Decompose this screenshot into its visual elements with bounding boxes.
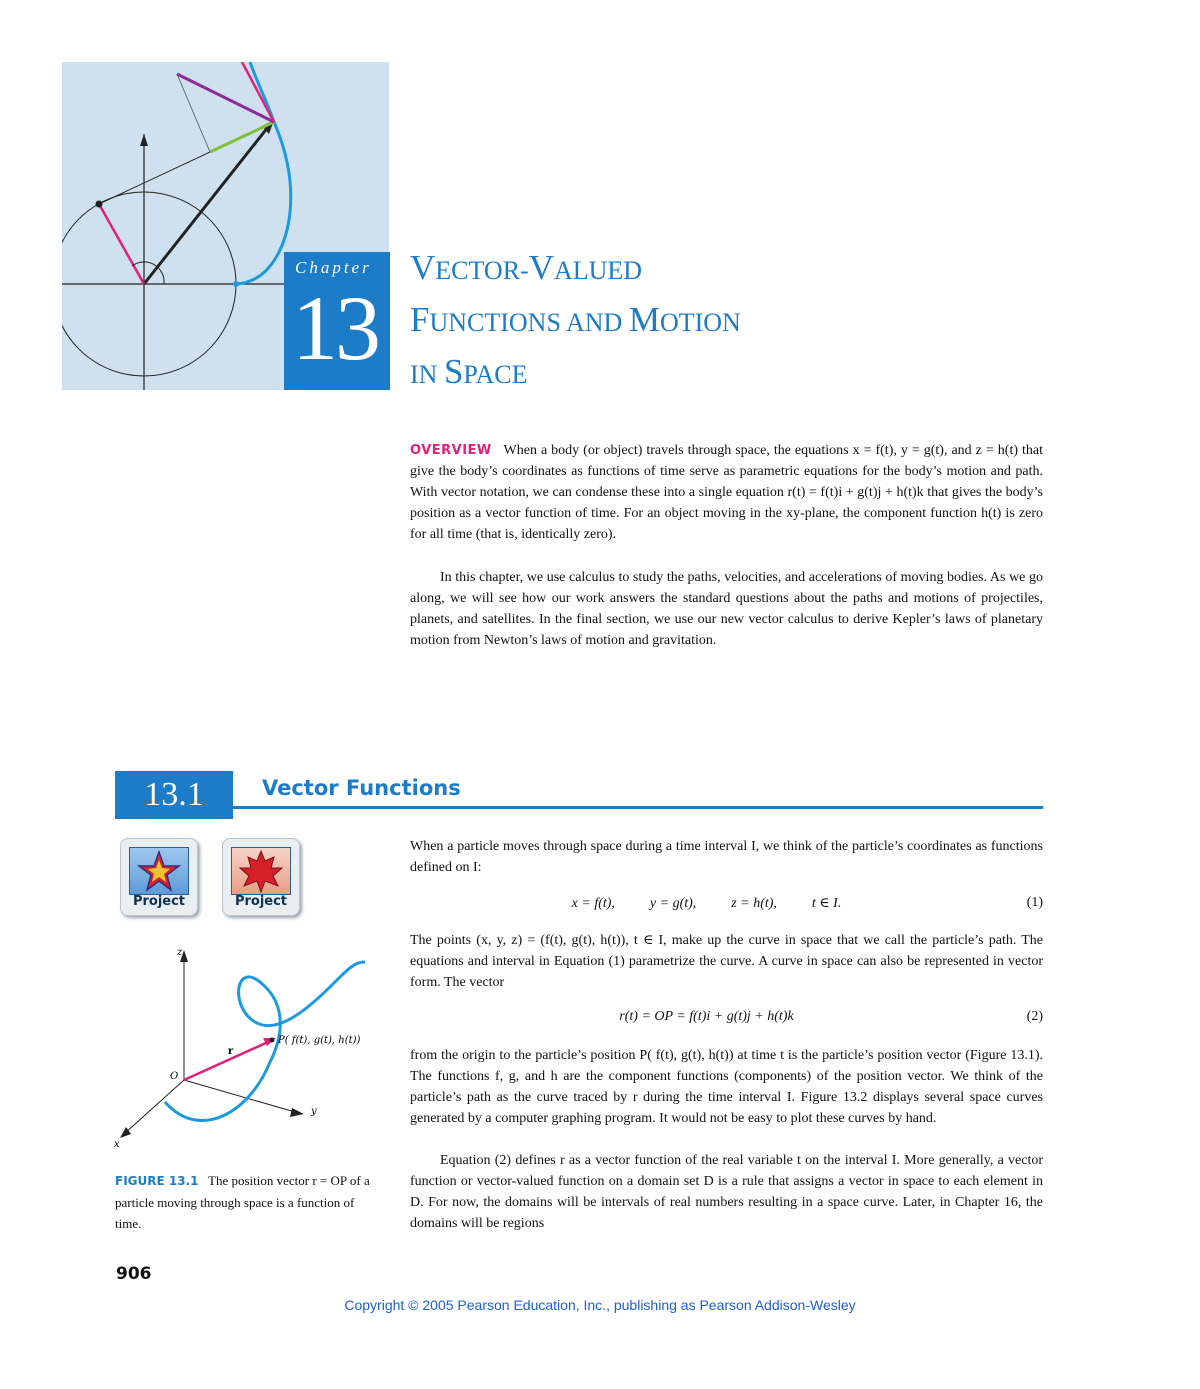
equation-1 — [410, 895, 1043, 917]
equation-1-number: (1) — [1026, 895, 1043, 910]
overview-text: When a body (or object) travels through space, the equations x = f(t), y = g(t), and z = h(t) that give the body’s coordinates as functions of time serve as parametric equations for the body’s motion and path. With vector notation, we can condense these into a single equation r(t) = f(t)i + g(t)j + h(t)k that gives the body’s position as a vector function of time. For an object moving in the xy-plane, the component function h(t) is zero for all time (that is, identically zero). — [410, 443, 1043, 542]
equation-2 — [410, 1009, 1043, 1031]
project-button-1[interactable] — [120, 838, 198, 916]
chapter-number: 13 — [292, 277, 378, 379]
figure-caption-label: FIGURE 13.1 — [115, 1174, 199, 1188]
copyright-notice: Copyright © 2005 Pearson Education, Inc., publishing as Pearson Addison-Wesley — [344, 1297, 856, 1313]
body-paragraph-3: from the origin to the particle’s position P( f(t), g(t), h(t)) at time t is the particle’s position vector (Figure 13.1). The functions f, g, and h are the component functions (components) of the position vector. We think of the particle’s path as the curve traced by r during the time interval I. Figure 13.2 displays several space curves generated by a computer graphing program. It would not be easy to plot these curves by hand. — [410, 1048, 1043, 1126]
equation-2-number: (2) — [1026, 1009, 1043, 1024]
project-label-1: Project — [132, 894, 186, 909]
figure-caption-text: The position vector r = OP of a particle moving through space is a function of time. — [115, 1173, 370, 1231]
chapter-word: Chapter — [295, 258, 372, 277]
project-label-2: Project — [234, 894, 288, 909]
section-rule — [233, 806, 1043, 809]
position-vector-diagram — [110, 942, 400, 1157]
overview-label: OVERVIEW — [410, 443, 492, 458]
star-icon — [129, 847, 189, 895]
section-title: Vector Functions — [262, 776, 461, 800]
body-paragraph-1: When a particle moves through space during a time interval I, we think of the particle’s coordinates as functions defined on I: — [410, 839, 1043, 875]
x-axis-label: x — [114, 1139, 120, 1150]
project-button-2[interactable] — [222, 838, 300, 916]
body-paragraph-4: Equation (2) defines r as a vector function of the real variable t on the interval I. More generally, a vector function or vector-valued function on a domain set D is a rule that assigns a vector in space to each element in D. For now, the domains will be intervals of real numbers resulting in a space curve. Later, in Chapter 16, the domains will be regions — [410, 1153, 1043, 1231]
overview-paragraph-2: In this chapter, we use calculus to study the paths, velocities, and accelerations of moving bodies. As we go along, we will see how our work answers the standard questions about the paths and motions of projectiles, planets, and satellites. In the final section, we use our new vector calculus to derive Kepler’s laws of planetary motion from Newton’s laws of motion and gravitation. — [410, 570, 1043, 648]
page-number: 906 — [116, 1264, 152, 1284]
y-axis-label: y — [311, 1106, 317, 1117]
point-label: P( f(t), g(t), h(t)) — [278, 1035, 361, 1046]
leaf-icon — [231, 847, 291, 895]
vector-label: r — [228, 1046, 234, 1057]
body-paragraph-2: The points (x, y, z) = (f(t), g(t), h(t)), t ∈ I, make up the curve in space that we call the particle’s path. The equations and interval in Equation (1) parametrize the curve. A curve in space can also be represented in vector form. The vector — [410, 933, 1043, 990]
equation-2-text: r(t) = OP = f(t)i + g(t)j + h(t)k — [619, 1009, 794, 1024]
chapter-title: VECTOR-VALUED FUNCTIONS AND MOTION IN SPACE — [410, 248, 741, 391]
z-axis-label: z — [177, 947, 183, 958]
figure-caption — [115, 1170, 375, 1234]
figure-13-1 — [110, 942, 400, 1157]
overview-paragraph — [410, 440, 1043, 545]
equation-1-text: x = f(t), y = g(t), z = h(t), t ∈ I. — [571, 896, 842, 911]
origin-label: O — [170, 1071, 179, 1082]
section-number: 13.1 — [115, 771, 233, 819]
